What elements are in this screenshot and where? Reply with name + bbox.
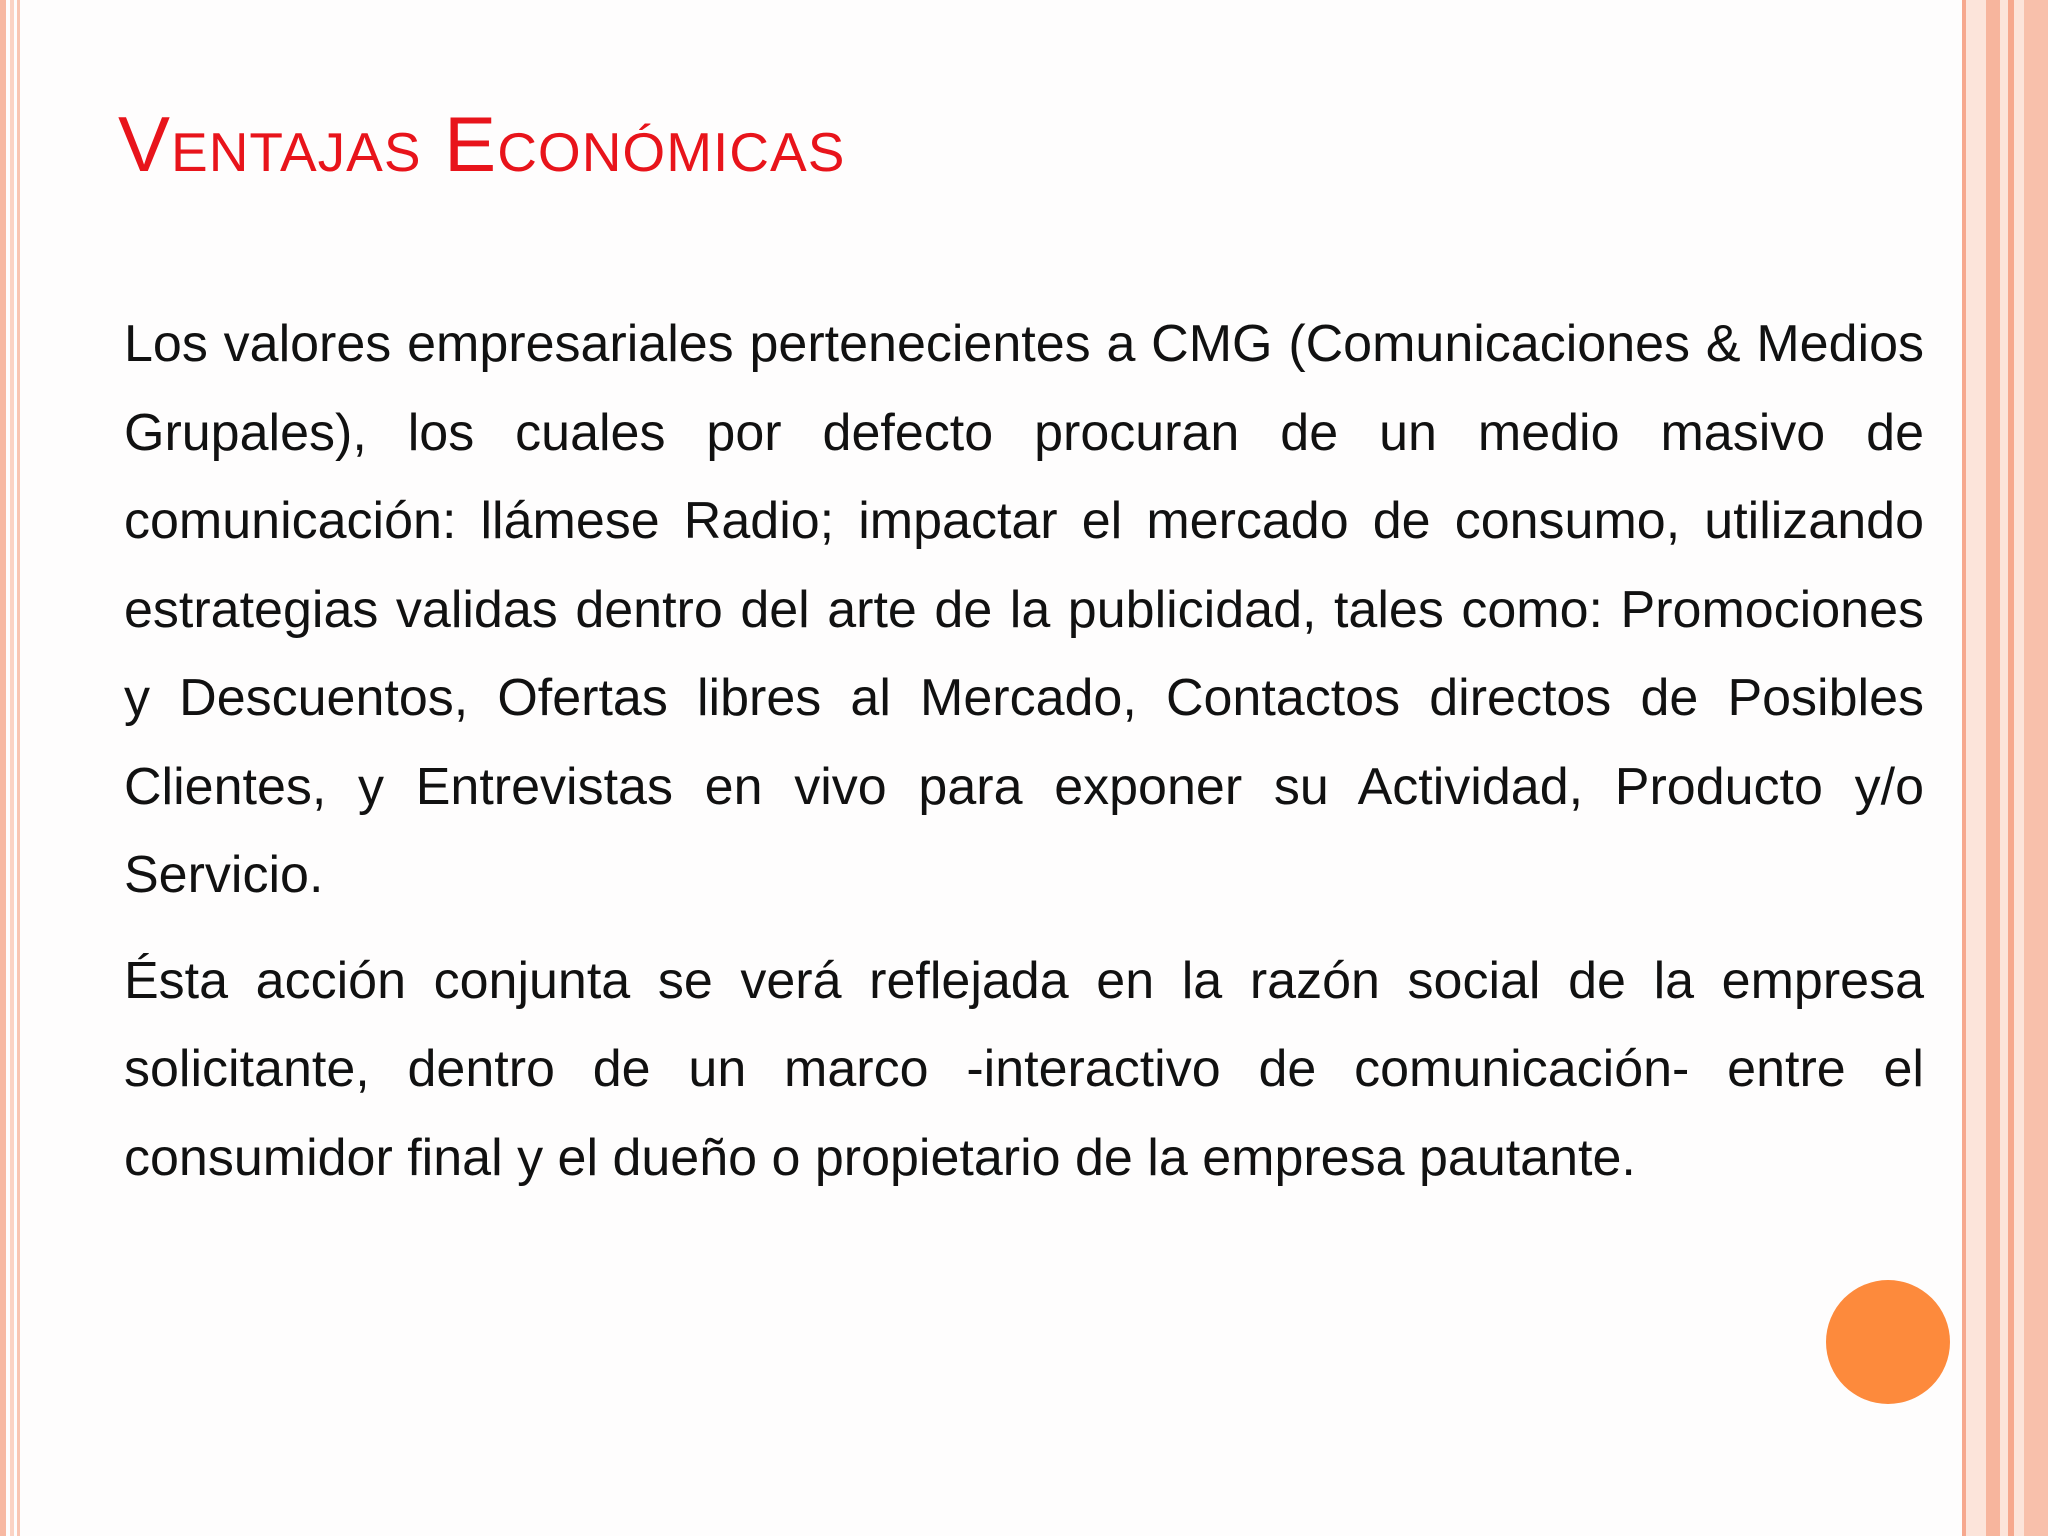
- right-border-stripe: [2024, 0, 2048, 1536]
- right-border-stripe: [1962, 0, 1966, 1536]
- slide-body: [124, 300, 1924, 1202]
- left-border-stripe: [10, 0, 14, 1536]
- decorative-circle: [1826, 1280, 1950, 1404]
- slide-title: Ventajas Económicas: [118, 100, 846, 188]
- right-border-stripe: [1986, 0, 2000, 1536]
- left-border-stripe: [17, 0, 20, 1536]
- body-paragraph-1: Los valores empresariales pertenecientes a CMG (Comunicaciones & Medios Grupales), los cuales por defecto procuran de un medio masivo de comunicación: llámese Radio; impactar el mercado de consumo, utilizando estrategias validas dentro del arte de la publicidad, tales como: Promociones y Descuentos, Ofertas libres al Mercado, Contactos directos de Posibles Clientes, y Entrevistas en vivo para exponer su Actividad, Producto y/o Servicio.: [124, 315, 1924, 904]
- left-border-stripe: [0, 0, 6, 1536]
- right-border-stripe: [2008, 0, 2014, 1536]
- body-paragraph-2: Ésta acción conjunta se verá reflejada en la razón social de la empresa solicitante, dentro de un marco -interactivo de comunicación- entre el consumidor final y el dueño o propietario de la empresa pautante.: [124, 951, 1924, 1187]
